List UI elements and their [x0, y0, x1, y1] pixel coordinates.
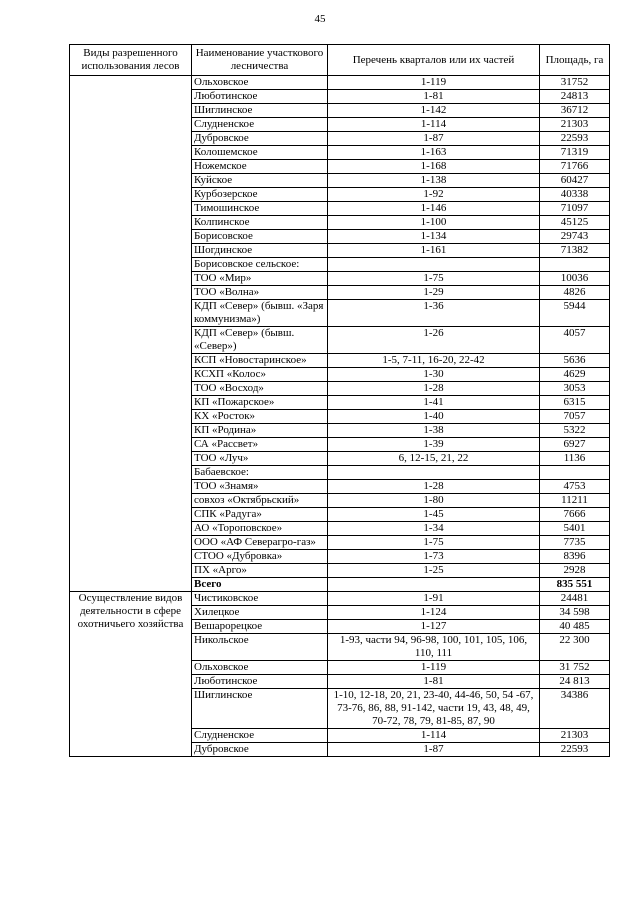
quarters-cell: 1-146 [328, 202, 540, 216]
quarters-cell: 6, 12-15, 21, 22 [328, 452, 540, 466]
forestry-name-cell: ПХ «Арго» [192, 564, 328, 578]
area-cell: 7057 [540, 410, 610, 424]
quarters-cell: 1-100 [328, 216, 540, 230]
area-cell: 22593 [540, 743, 610, 757]
forestry-name-cell: Колпинское [192, 216, 328, 230]
quarters-cell: 1-81 [328, 675, 540, 689]
area-cell: 22593 [540, 132, 610, 146]
use-cell [70, 76, 192, 592]
quarters-cell: 1-10, 12-18, 20, 21, 23-40, 44-46, 50, 54 -67, 73-76, 86, 88, 91-142, части 19, 43, 48, 49, 70-72, 78, 79, 81-85, 87, 90 [328, 689, 540, 729]
area-cell: 4629 [540, 368, 610, 382]
area-cell: 6315 [540, 396, 610, 410]
page-number: 45 [314, 13, 326, 25]
area-cell: 22 300 [540, 634, 610, 661]
forestry-name-cell: СА «Рассвет» [192, 438, 328, 452]
forestry-name-cell: КП «Пожарское» [192, 396, 328, 410]
area-cell: 71382 [540, 244, 610, 258]
area-cell: 71319 [540, 146, 610, 160]
table-header-row [70, 45, 610, 76]
total-area: 835 551 [540, 578, 610, 592]
quarters-cell: 1-119 [328, 76, 540, 90]
forestry-name-cell: Вешарорецкое [192, 620, 328, 634]
forestry-name-cell: КСП «Новостаринское» [192, 354, 328, 368]
quarters-cell: 1-38 [328, 424, 540, 438]
forestry-name-cell: КДП «Север» (бывш. «Север») [192, 327, 328, 354]
total-quarters-cell [328, 578, 540, 592]
area-cell: 60427 [540, 174, 610, 188]
forestry-name-cell: ТОО «Мир» [192, 272, 328, 286]
area-cell: 6927 [540, 438, 610, 452]
area-cell: 24481 [540, 592, 610, 606]
quarters-cell: 1-25 [328, 564, 540, 578]
forestry-name-cell: ООО «АФ Северагро-газ» [192, 536, 328, 550]
forestry-name-cell: АО «Тороповское» [192, 522, 328, 536]
area-cell: 10036 [540, 272, 610, 286]
area-cell: 40338 [540, 188, 610, 202]
forestry-name-cell: Люботинское [192, 675, 328, 689]
area-cell: 11211 [540, 494, 610, 508]
area-cell [540, 258, 610, 272]
area-cell: 71097 [540, 202, 610, 216]
area-cell [540, 466, 610, 480]
area-cell: 3053 [540, 382, 610, 396]
quarters-cell: 1-142 [328, 104, 540, 118]
area-cell: 2928 [540, 564, 610, 578]
quarters-cell: 1-119 [328, 661, 540, 675]
area-cell: 7666 [540, 508, 610, 522]
area-cell: 31752 [540, 76, 610, 90]
quarters-cell: 1-80 [328, 494, 540, 508]
forestry-name-cell: Ножемское [192, 160, 328, 174]
forestry-name-cell: СТОО «Дубровка» [192, 550, 328, 564]
quarters-cell: 1-28 [328, 382, 540, 396]
quarters-cell: 1-75 [328, 272, 540, 286]
quarters-cell: 1-5, 7-11, 16-20, 22-42 [328, 354, 540, 368]
table-row [70, 592, 610, 606]
quarters-cell: 1-39 [328, 438, 540, 452]
area-cell: 29743 [540, 230, 610, 244]
quarters-cell: 1-161 [328, 244, 540, 258]
quarters-cell: 1-30 [328, 368, 540, 382]
forestry-name-cell: Хилецкое [192, 606, 328, 620]
forestry-name-cell: Шиглинское [192, 104, 328, 118]
area-cell: 5401 [540, 522, 610, 536]
area-cell: 4753 [540, 480, 610, 494]
area-cell: 36712 [540, 104, 610, 118]
area-cell: 21303 [540, 118, 610, 132]
forestry-name-cell: Бабаевское: [192, 466, 328, 480]
quarters-cell: 1-114 [328, 729, 540, 743]
quarters-cell [328, 466, 540, 480]
forestry-name-cell: КХ «Росток» [192, 410, 328, 424]
quarters-cell: 1-114 [328, 118, 540, 132]
header-quarters: Перечень кварталов или их частей [328, 45, 540, 76]
forestry-name-cell: Слудненское [192, 118, 328, 132]
quarters-cell: 1-81 [328, 90, 540, 104]
forestry-name-cell: Шогдинское [192, 244, 328, 258]
total-label: Всего [192, 578, 328, 592]
area-cell: 5636 [540, 354, 610, 368]
forestry-name-cell: Люботинское [192, 90, 328, 104]
area-cell: 21303 [540, 729, 610, 743]
table-row [70, 76, 610, 90]
quarters-cell: 1-168 [328, 160, 540, 174]
forestry-name-cell: Дубровское [192, 743, 328, 757]
quarters-cell: 1-138 [328, 174, 540, 188]
area-cell: 24813 [540, 90, 610, 104]
forestry-name-cell: ТОО «Луч» [192, 452, 328, 466]
quarters-cell: 1-36 [328, 300, 540, 327]
quarters-cell: 1-26 [328, 327, 540, 354]
forestry-name-cell: Дубровское [192, 132, 328, 146]
forestry-name-cell: КСХП «Колос» [192, 368, 328, 382]
forestry-name-cell: Борисовское сельское: [192, 258, 328, 272]
area-cell: 34386 [540, 689, 610, 729]
quarters-cell: 1-41 [328, 396, 540, 410]
quarters-cell: 1-127 [328, 620, 540, 634]
header-area: Площадь, га [540, 45, 610, 76]
use-cell: Осуществление видов деятельности в сфере охотничьего хозяйства [70, 592, 192, 757]
quarters-cell: 1-87 [328, 743, 540, 757]
header-name: Наименование участкового лесничества [192, 45, 328, 76]
forestry-name-cell: ТОО «Знамя» [192, 480, 328, 494]
quarters-cell: 1-40 [328, 410, 540, 424]
quarters-cell [328, 258, 540, 272]
area-cell: 1136 [540, 452, 610, 466]
area-cell: 4057 [540, 327, 610, 354]
area-cell: 5944 [540, 300, 610, 327]
quarters-cell: 1-28 [328, 480, 540, 494]
quarters-cell: 1-34 [328, 522, 540, 536]
area-cell: 4826 [540, 286, 610, 300]
quarters-cell: 1-29 [328, 286, 540, 300]
forestry-name-cell: Курбозерское [192, 188, 328, 202]
quarters-cell: 1-124 [328, 606, 540, 620]
area-cell: 24 813 [540, 675, 610, 689]
forestry-name-cell: Никольское [192, 634, 328, 661]
quarters-cell: 1-75 [328, 536, 540, 550]
header-use: Виды разрешенного использования лесов [70, 45, 192, 76]
forestry-name-cell: Ольховское [192, 76, 328, 90]
forestry-name-cell: Ольховское [192, 661, 328, 675]
area-cell: 5322 [540, 424, 610, 438]
quarters-cell: 1-93, части 94, 96-98, 100, 101, 105, 106, 110, 111 [328, 634, 540, 661]
forest-use-table [69, 44, 610, 757]
area-cell: 71766 [540, 160, 610, 174]
quarters-cell: 1-91 [328, 592, 540, 606]
forestry-name-cell: Слудненское [192, 729, 328, 743]
area-cell: 45125 [540, 216, 610, 230]
forestry-name-cell: КП «Родина» [192, 424, 328, 438]
area-cell: 8396 [540, 550, 610, 564]
forestry-name-cell: СПК «Радуга» [192, 508, 328, 522]
quarters-cell: 1-87 [328, 132, 540, 146]
forestry-name-cell: Куйское [192, 174, 328, 188]
forestry-name-cell: ТОО «Восход» [192, 382, 328, 396]
quarters-cell: 1-73 [328, 550, 540, 564]
area-cell: 31 752 [540, 661, 610, 675]
forestry-name-cell: ТОО «Волна» [192, 286, 328, 300]
table-body [70, 76, 610, 757]
quarters-cell: 1-163 [328, 146, 540, 160]
forestry-name-cell: Колошемское [192, 146, 328, 160]
forestry-name-cell: КДП «Север» (бывш. «Заря коммунизма») [192, 300, 328, 327]
forestry-name-cell: Борисовское [192, 230, 328, 244]
forestry-name-cell: Чистиковское [192, 592, 328, 606]
quarters-cell: 1-134 [328, 230, 540, 244]
forestry-name-cell: совхоз «Октябрьский» [192, 494, 328, 508]
quarters-cell: 1-45 [328, 508, 540, 522]
area-cell: 34 598 [540, 606, 610, 620]
forestry-name-cell: Шиглинское [192, 689, 328, 729]
area-cell: 7735 [540, 536, 610, 550]
forestry-name-cell: Тимошинское [192, 202, 328, 216]
area-cell: 40 485 [540, 620, 610, 634]
quarters-cell: 1-92 [328, 188, 540, 202]
